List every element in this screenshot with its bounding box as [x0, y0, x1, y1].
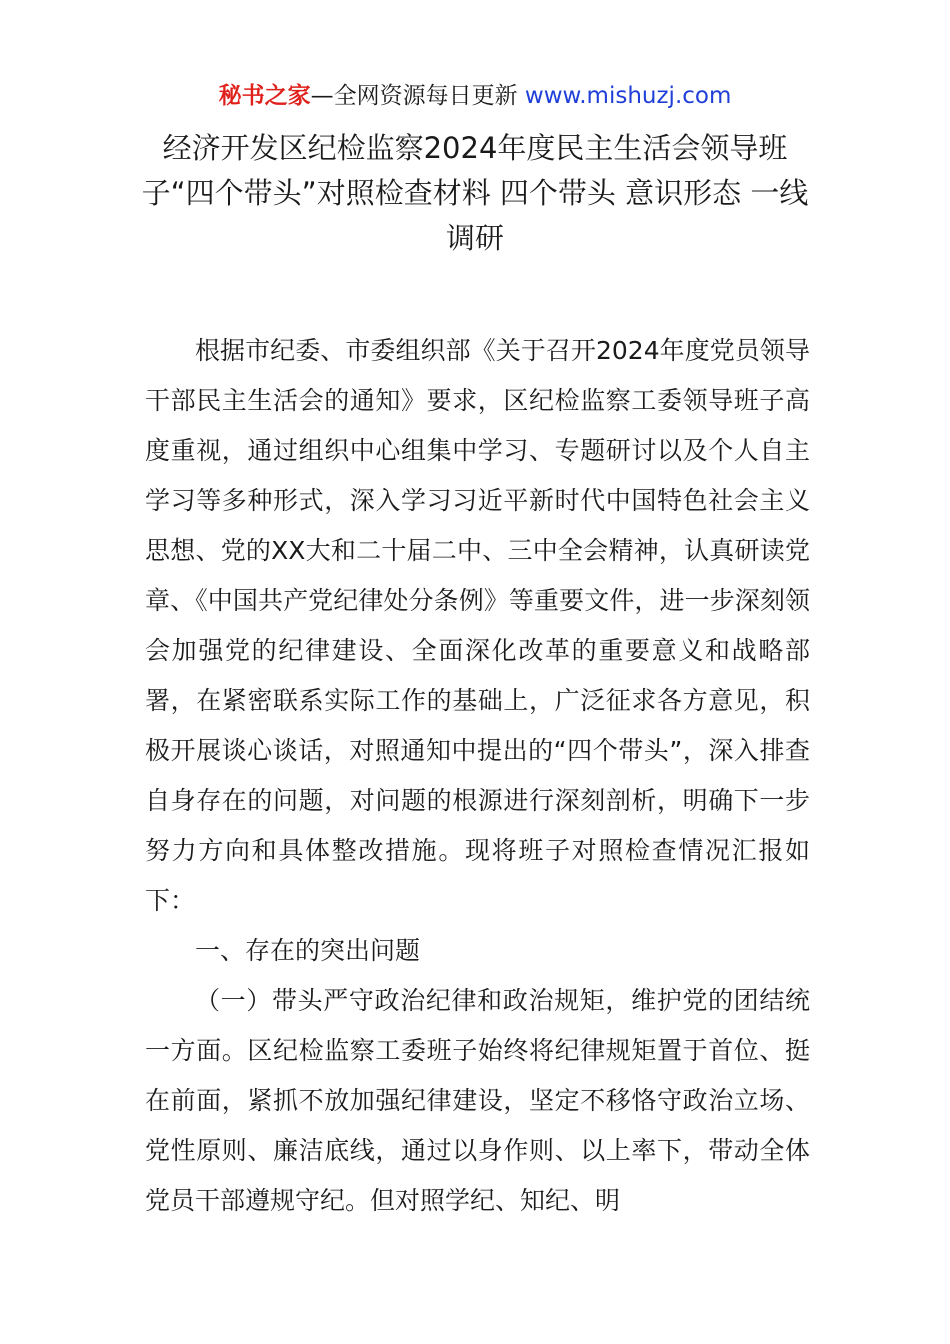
- site-name: 秘书之家: [218, 83, 311, 109]
- document-body: [145, 326, 810, 1226]
- document-title: 经济开发区纪检监察2024年度民主生活会领导班子“四个带头”对照检查材料 四个带头 意识形态 一线调研: [141, 131, 809, 255]
- site-header: [0, 80, 950, 112]
- site-tagline: —全网资源每日更新: [310, 83, 525, 109]
- body-paragraph-intro: 根据市纪委、市委组织部《关于召开2024年度党员领导干部民主生活会的通知》要求，区纪检监察工委领导班子高度重视，通过组织中心组集中学习、专题研讨以及个人自主学习等多种形式，深入学习习近平新时代中国特色社会主义思想、党的XX大和二十届二中、三中全会精神，认真研读党章、《中国共产党纪律处分条例》等重要文件，进一步深刻领会加强党的纪律建设、全面深化改革的重要意义和战略部署，在紧密联系实际工作的基础上，广泛征求各方意见，积极开展谈心谈话，对照通知中提出的“四个带头”，深入排查自身存在的问题，对问题的根源进行深刻剖析，明确下一步努力方向和具体整改措施。现将班子对照检查情况汇报如下：: [145, 336, 810, 915]
- site-url-link[interactable]: www.mishuzj.com: [524, 83, 732, 109]
- body-paragraph-section-1: （一）带头严守政治纪律和政治规矩，维护党的团结统一方面。区纪检监察工委班子始终将纪律规矩置于首位、挺在前面，紧抓不放加强纪律建设，坚定不移恪守政治立场、党性原则、廉洁底线，通过以身作则、以上率下，带动全体党员干部遵规守纪。但对照学纪、知纪、明: [145, 986, 810, 1215]
- section-heading: 一、存在的突出问题: [195, 936, 421, 965]
